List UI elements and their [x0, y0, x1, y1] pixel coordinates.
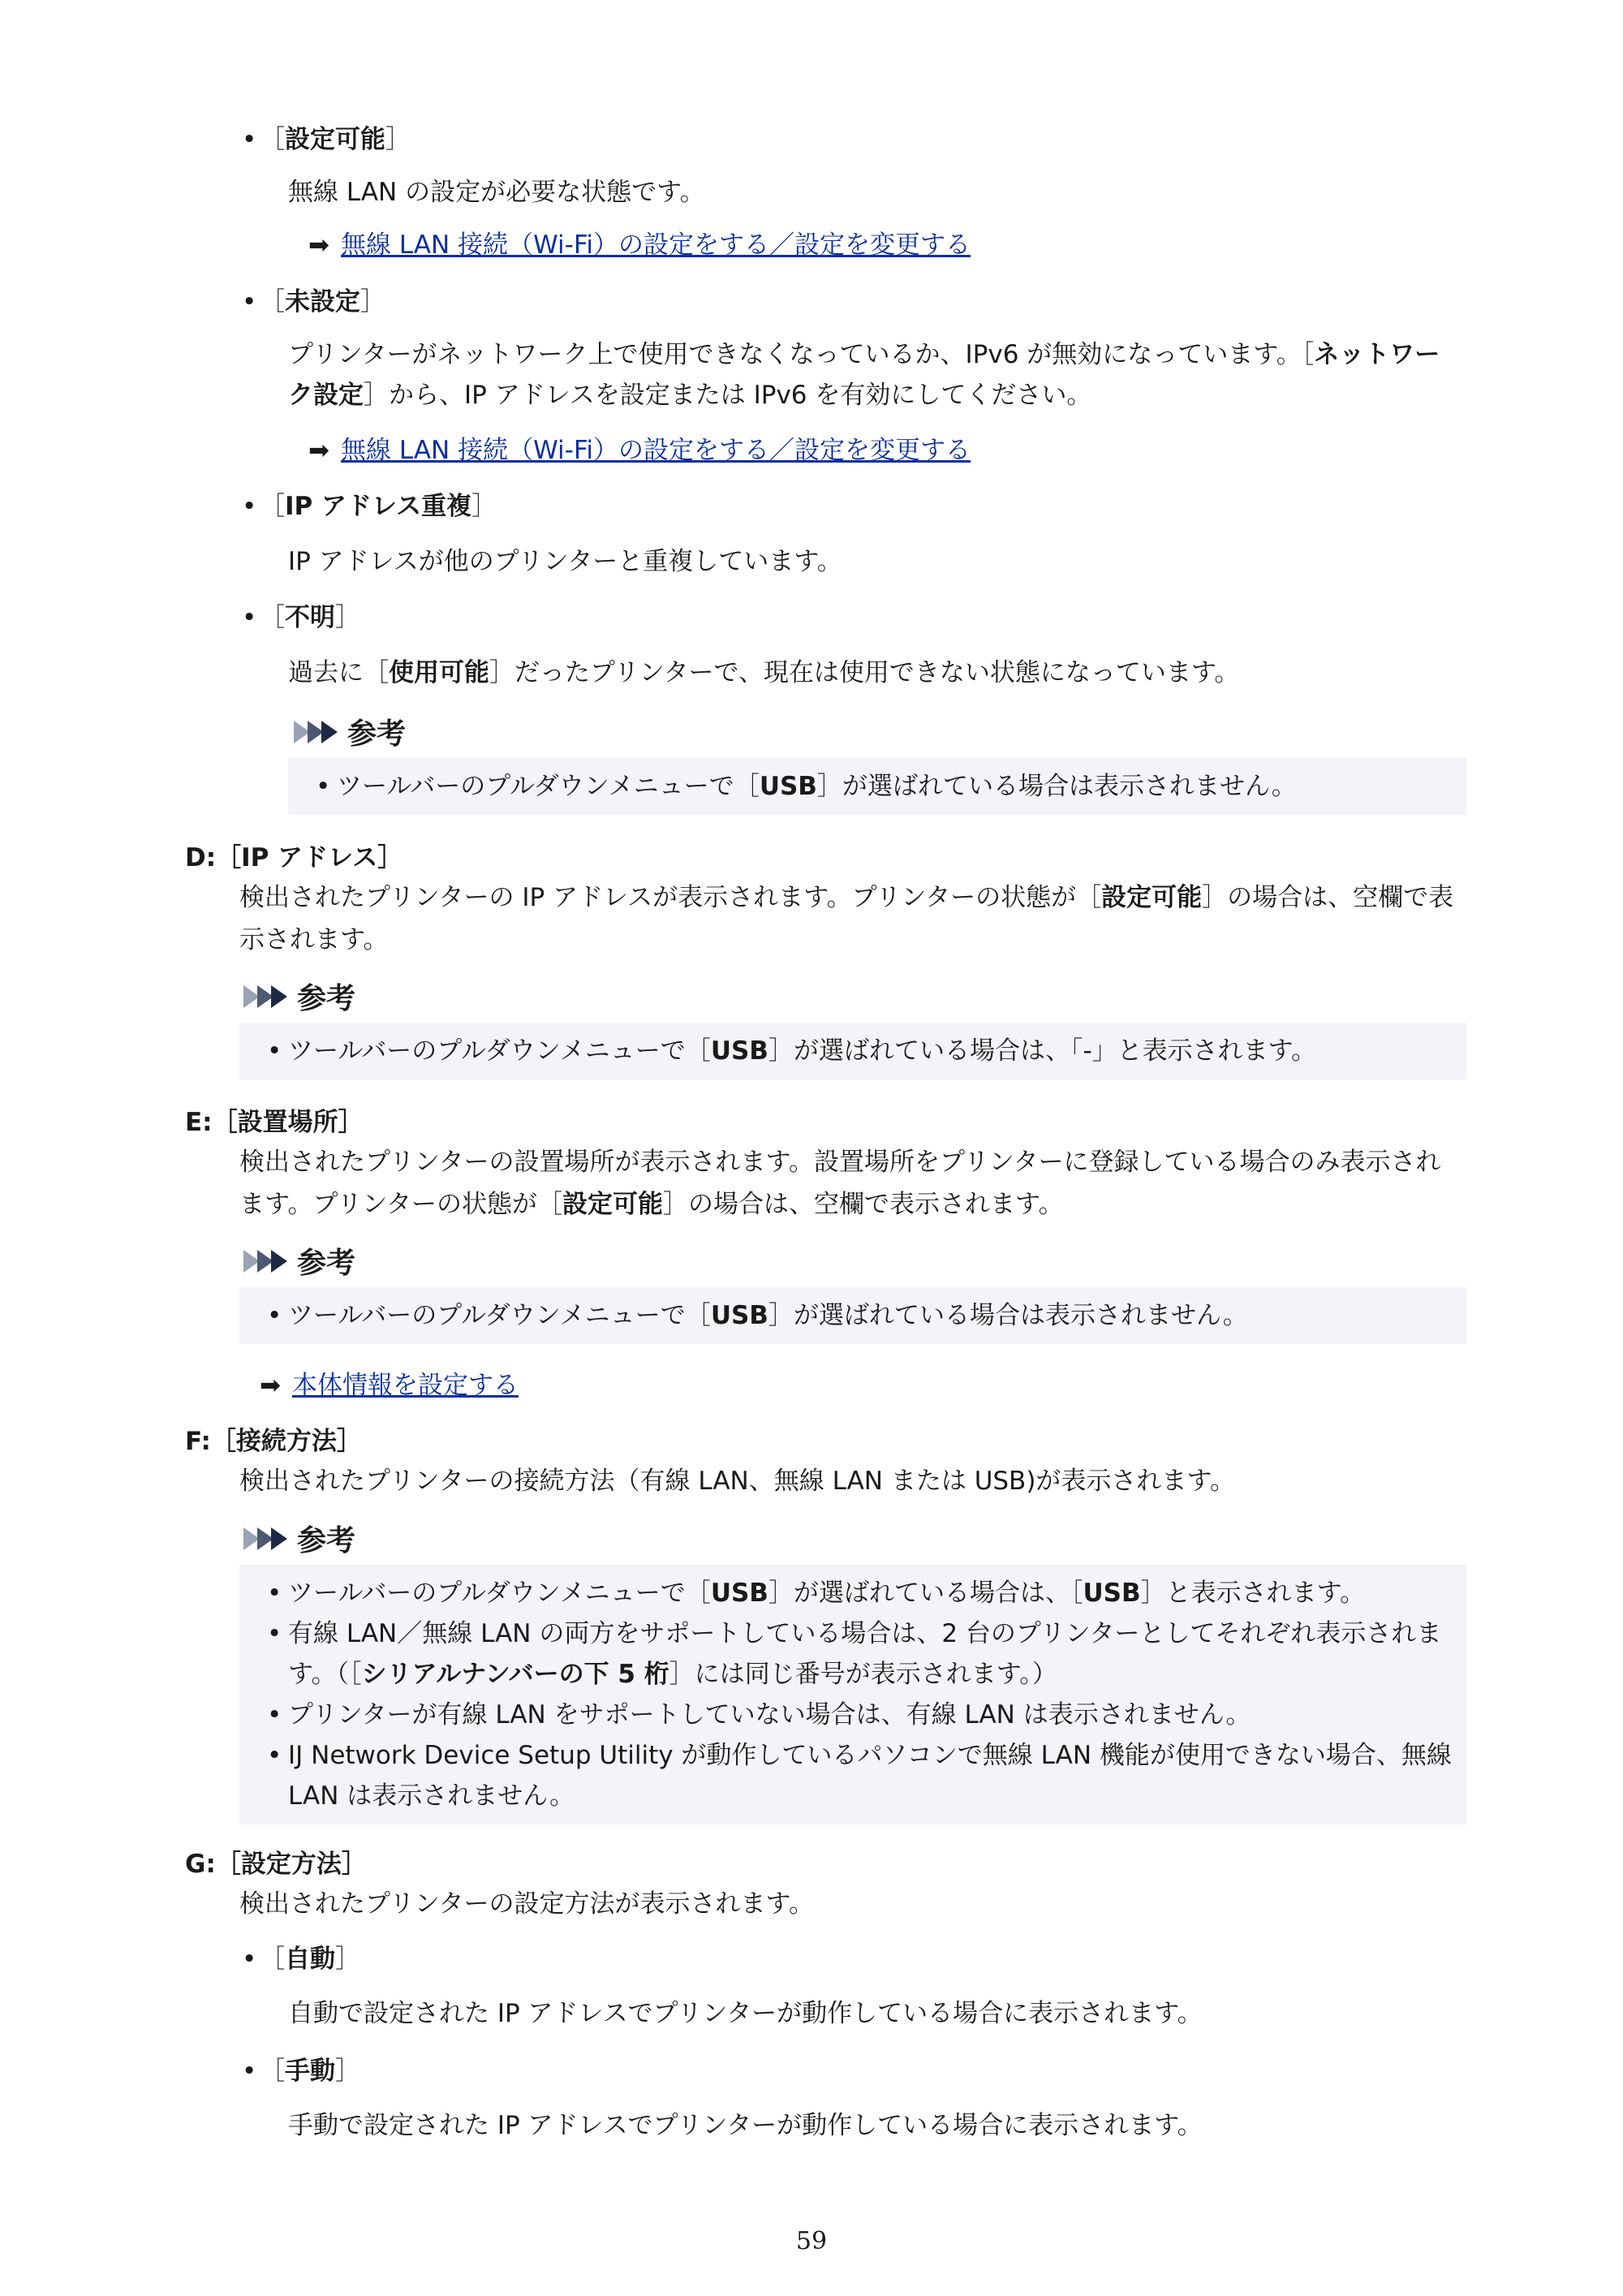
link-row — [260, 1366, 519, 1406]
page-number: 59 — [795, 2227, 828, 2255]
status-item-text: 無線 LAN の設定が必要な状態です。 — [288, 178, 705, 207]
note-item: • 有線 LAN／無線 LAN の両方をサポートしている場合は、2 台のプリンターとしてそれぞれ表示されます。（［シリアルナンバーの下 5 桁］には同じ番号が表示されます。） — [288, 1613, 1466, 1695]
status-item-label: • ［未設定］ — [260, 282, 385, 323]
section-heading-connection: F:［接続方法］ — [185, 1427, 362, 1456]
status-item-label: • ［IP アドレス重複］ — [260, 487, 497, 528]
status-item-text: 過去に［使用可能］だったプリンターで、現在は使用できない状態になっています。 — [288, 658, 1240, 687]
note-box — [239, 1565, 1466, 1824]
section-text: 検出されたプリンターの設定方法が表示されます。 — [239, 1889, 815, 1919]
note-item: • IJ Network Device Setup Utility が動作しているパソコンで無線 LAN 機能が使用できない場合、無線 LAN は表示されません。 — [288, 1735, 1466, 1816]
method-item-text: 手動で設定された IP アドレスでプリンターが動作している場合に表示されます。 — [288, 2111, 1203, 2140]
section-heading-setting-method: G:［設定方法］ — [185, 1850, 367, 1879]
status-item-text: プリンターがネットワーク上で使用できなくなっているか、IPv6 が無効になっています。［ネットワーク設定］から、IP アドレスを設定または IPv6 を有効にしてください。 — [288, 340, 1440, 410]
status-item-label: • ［不明］ — [260, 598, 360, 639]
right-arrow-icon: ➡ — [260, 1371, 281, 1400]
wifi-setup-link[interactable]: 無線 LAN 接続（Wi-Fi）の設定をする／設定を変更する — [340, 436, 971, 465]
right-arrow-icon: ➡ — [308, 436, 329, 465]
note-item: • ツールバーのプルダウンメニューで［USB］が選ばれている場合は表示されません。 — [337, 766, 1466, 807]
note-heading: 参考 — [243, 1518, 355, 1565]
note-item: • ツールバーのプルダウンメニューで［USB］が選ばれている場合は、［USB］と表示されます。 — [288, 1573, 1466, 1613]
note-heading: 参考 — [294, 711, 406, 758]
triple-chevron-icon — [243, 1518, 297, 1565]
device-info-link[interactable]: 本体情報を設定する — [291, 1371, 519, 1400]
section-heading-ip-address: D:［IP アドレス］ — [185, 843, 403, 872]
right-arrow-icon: ➡ — [308, 230, 329, 260]
note-heading: 参考 — [243, 1240, 355, 1287]
section-text: 検出されたプリンターの設置場所が表示されます。設置場所をプリンターに登録している場合のみ表示されます。プリンターの状態が［設定可能］の場合は、空欄で表示されます。 — [239, 1148, 1441, 1219]
section-heading-location: E:［設置場所］ — [185, 1108, 364, 1137]
triple-chevron-icon — [294, 711, 347, 758]
triple-chevron-icon — [243, 976, 297, 1023]
section-text: 検出されたプリンターの IP アドレスが表示されます。プリンターの状態が［設定可能］の場合は、空欄で表示されます。 — [239, 883, 1454, 954]
note-box — [288, 758, 1466, 815]
note-item: • ツールバーのプルダウンメニューで［USB］が選ばれている場合は表示されません。 — [288, 1295, 1466, 1336]
status-item-label: • ［設定可能］ — [260, 120, 411, 161]
note-item: • ツールバーのプルダウンメニューで［USB］が選ばれている場合は、「-」と表示されます。 — [288, 1031, 1466, 1071]
triple-chevron-icon — [243, 1240, 297, 1287]
link-row — [308, 226, 971, 266]
method-item-text: 自動で設定された IP アドレスでプリンターが動作している場合に表示されます。 — [288, 1999, 1203, 2028]
note-heading: 参考 — [243, 976, 355, 1023]
wifi-setup-link[interactable]: 無線 LAN 接続（Wi-Fi）の設定をする／設定を変更する — [340, 230, 971, 260]
section-text: 検出されたプリンターの接続方法（有線 LAN、無線 LAN または USB)が表示されます。 — [239, 1467, 1235, 1496]
note-item: • プリンターが有線 LAN をサポートしていない場合は、有線 LAN は表示されません。 — [288, 1695, 1466, 1735]
method-item-label: • ［手動］ — [260, 2052, 360, 2092]
note-box — [239, 1023, 1466, 1079]
status-item-text: IP アドレスが他のプリンターと重複しています。 — [288, 547, 842, 576]
note-box — [239, 1287, 1466, 1344]
method-item-label: • ［自動］ — [260, 1940, 360, 1980]
link-row — [308, 431, 971, 472]
